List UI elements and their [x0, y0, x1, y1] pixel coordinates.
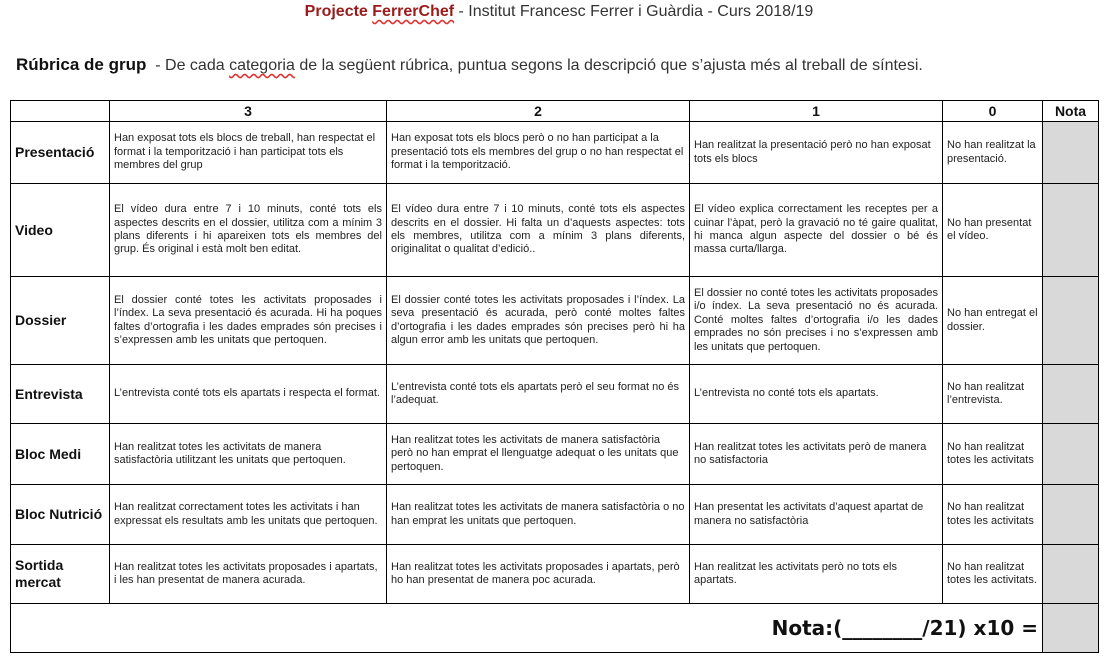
table-row [11, 277, 1099, 365]
final-grade-row [11, 604, 1099, 653]
criteria-cell: No han realitzat l’entrevista. [943, 365, 1043, 424]
category-bloc-medi: Bloc Medi [11, 424, 110, 485]
table-row [11, 365, 1099, 424]
criteria-cell: No han realitzat totes les activitats. [943, 545, 1043, 604]
grade-input-cell[interactable] [1043, 545, 1099, 604]
document-header [0, 3, 1118, 21]
criteria-cell: No han realitzat totes les activitats [943, 485, 1043, 545]
criteria-cell: Han presentat les activitats d’aquest apartat de manera no satisfactòria [690, 485, 943, 545]
criteria-cell: L’entrevista conté tots els apartats i respecta el format. [110, 365, 387, 424]
criteria-cell: Han realitzat les activitats però no tots els apartats. [690, 545, 943, 604]
category-sortida-mercat: Sortida mercat [11, 545, 110, 604]
table-row [11, 545, 1099, 604]
category-bloc-nutricio: Bloc Nutrició [11, 485, 110, 545]
criteria-cell: Han realitzat totes les activitats proposades i apartats, i les han presentat de manera acurada. [110, 545, 387, 604]
criteria-cell: El vídeo dura entre 7 i 10 minuts, conté tots els aspectes descrits en el dossier. Hi falta un d’aquests aspectes: tots els membres, utilitza com a mínim 3 plans diferents, originalitat o qualitat d’edició.. [387, 184, 690, 277]
table-row [11, 424, 1099, 485]
subtitle-text-before: - De cada [146, 57, 230, 74]
rubric-subtitle [16, 55, 923, 75]
table-row [11, 122, 1099, 184]
table-row [11, 184, 1099, 277]
criteria-cell: Han realitzat totes les activitats de manera satisfactòria però no han emprat el llenguatge adequat o les unitats que pertoquen. [387, 424, 690, 485]
header-cell-nota: Nota [1043, 101, 1099, 122]
grade-input-cell[interactable] [1043, 485, 1099, 545]
subtitle-underlined-word: categoria [229, 57, 295, 74]
criteria-cell: El dossier no conté totes les activitats proposades i/o índex. La seva presentació no és acurada. Conté moltes faltes d’ortografia i/o les dades emprades no són precises i no s’expressen amb les unitats que pertoquen. [690, 277, 943, 365]
header-cell-score-2: 2 [387, 101, 690, 122]
header-cell-score-1: 1 [690, 101, 943, 122]
criteria-cell: No han realitzat la presentació. [943, 122, 1043, 184]
criteria-cell: Han realitzat totes les activitats de manera satisfactòria o no han emprat les unitats que pertoquen. [387, 485, 690, 545]
grade-input-cell[interactable] [1043, 122, 1099, 184]
grade-input-cell[interactable] [1043, 424, 1099, 485]
criteria-cell: Han exposat tots els blocs de treball, han respectat el format i la temporització i han participat tots els membres del grup [110, 122, 387, 184]
header-cell-score-3: 3 [110, 101, 387, 122]
grade-input-cell[interactable] [1043, 184, 1099, 277]
table-header-row [11, 101, 1099, 122]
criteria-cell: Han realitzat totes les activitats però de manera no satisfactoria [690, 424, 943, 485]
grade-input-cell[interactable] [1043, 365, 1099, 424]
criteria-cell: El vídeo dura entre 7 i 10 minuts, conté tots els aspectes descrits en el dossier, utilitza com a mínim 3 plans diferents i hi apareixen tots els membres del grup. És original i està molt ben editat. [110, 184, 387, 277]
grade-input-cell[interactable] [1043, 277, 1099, 365]
table-row [11, 485, 1099, 545]
header-cell-empty [11, 101, 110, 122]
header-cell-score-0: 0 [943, 101, 1043, 122]
final-grade-formula: Nota:(________/21) x10 = [11, 604, 1043, 653]
category-video: Video [11, 184, 110, 277]
rubric-table [10, 100, 1099, 653]
criteria-cell: Han realitzat totes les activitats proposades i apartats, però ho han presentat de manera poc acurada. [387, 545, 690, 604]
criteria-cell: No han presentat el vídeo. [943, 184, 1043, 277]
criteria-cell: Han realitzat correctament totes les activitats i han expressat els resultats amb les unitats que pertoquen. [110, 485, 387, 545]
criteria-cell: Han realitzat la presentació però no han exposat tots els blocs [690, 122, 943, 184]
header-title-rest: - Institut Francesc Ferrer i Guàrdia - Curs 2018/19 [454, 3, 814, 20]
category-dossier: Dossier [11, 277, 110, 365]
criteria-cell: El vídeo explica correctament les receptes per a cuinar l’àpat, però la gravació no té gaire qualitat, hi manca algun aspecte del dossier o bé és massa curta/llarga. [690, 184, 943, 277]
criteria-cell: L’entrevista conté tots els apartats però el seu format no és l’adequat. [387, 365, 690, 424]
criteria-cell: El dossier conté totes les activitats proposades i l’índex. La seva presentació és acurada, però conté moltes faltes d’ortografia i les dades emprades són precises però hi ha algun error amb les unitats que pertoquen. [387, 277, 690, 365]
category-entrevista: Entrevista [11, 365, 110, 424]
criteria-cell: No han realitzat totes les activitats [943, 424, 1043, 485]
criteria-cell: Han exposat tots els blocs però o no han participat a la presentació tots els membres del grup o no han respectat el format i la temporització. [387, 122, 690, 184]
final-grade-input-cell[interactable] [1043, 604, 1099, 653]
criteria-cell: Han realitzat totes les activitats de manera satisfactòria utilitzant les unitats que pertoquen. [110, 424, 387, 485]
header-title-brand: FerrerChef [372, 3, 455, 20]
category-presentacio: Presentació [11, 122, 110, 184]
criteria-cell: No han entregat el dossier. [943, 277, 1043, 365]
rubric-title: Rúbrica de grup [16, 55, 147, 74]
subtitle-text-after: de la següent rúbrica, puntua segons la descripció que s’ajusta més al treball de síntesi. [294, 57, 923, 74]
criteria-cell: L’entrevista no conté tots els apartats. [690, 365, 943, 424]
criteria-cell: El dossier conté totes les activitats proposades i l’índex. La seva presentació és acurada. Hi ha poques faltes d’ortografia i les dades emprades són precises i s’expressen amb les unitats que pertoquen. [110, 277, 387, 365]
header-title-prefix: Projecte [304, 3, 373, 20]
